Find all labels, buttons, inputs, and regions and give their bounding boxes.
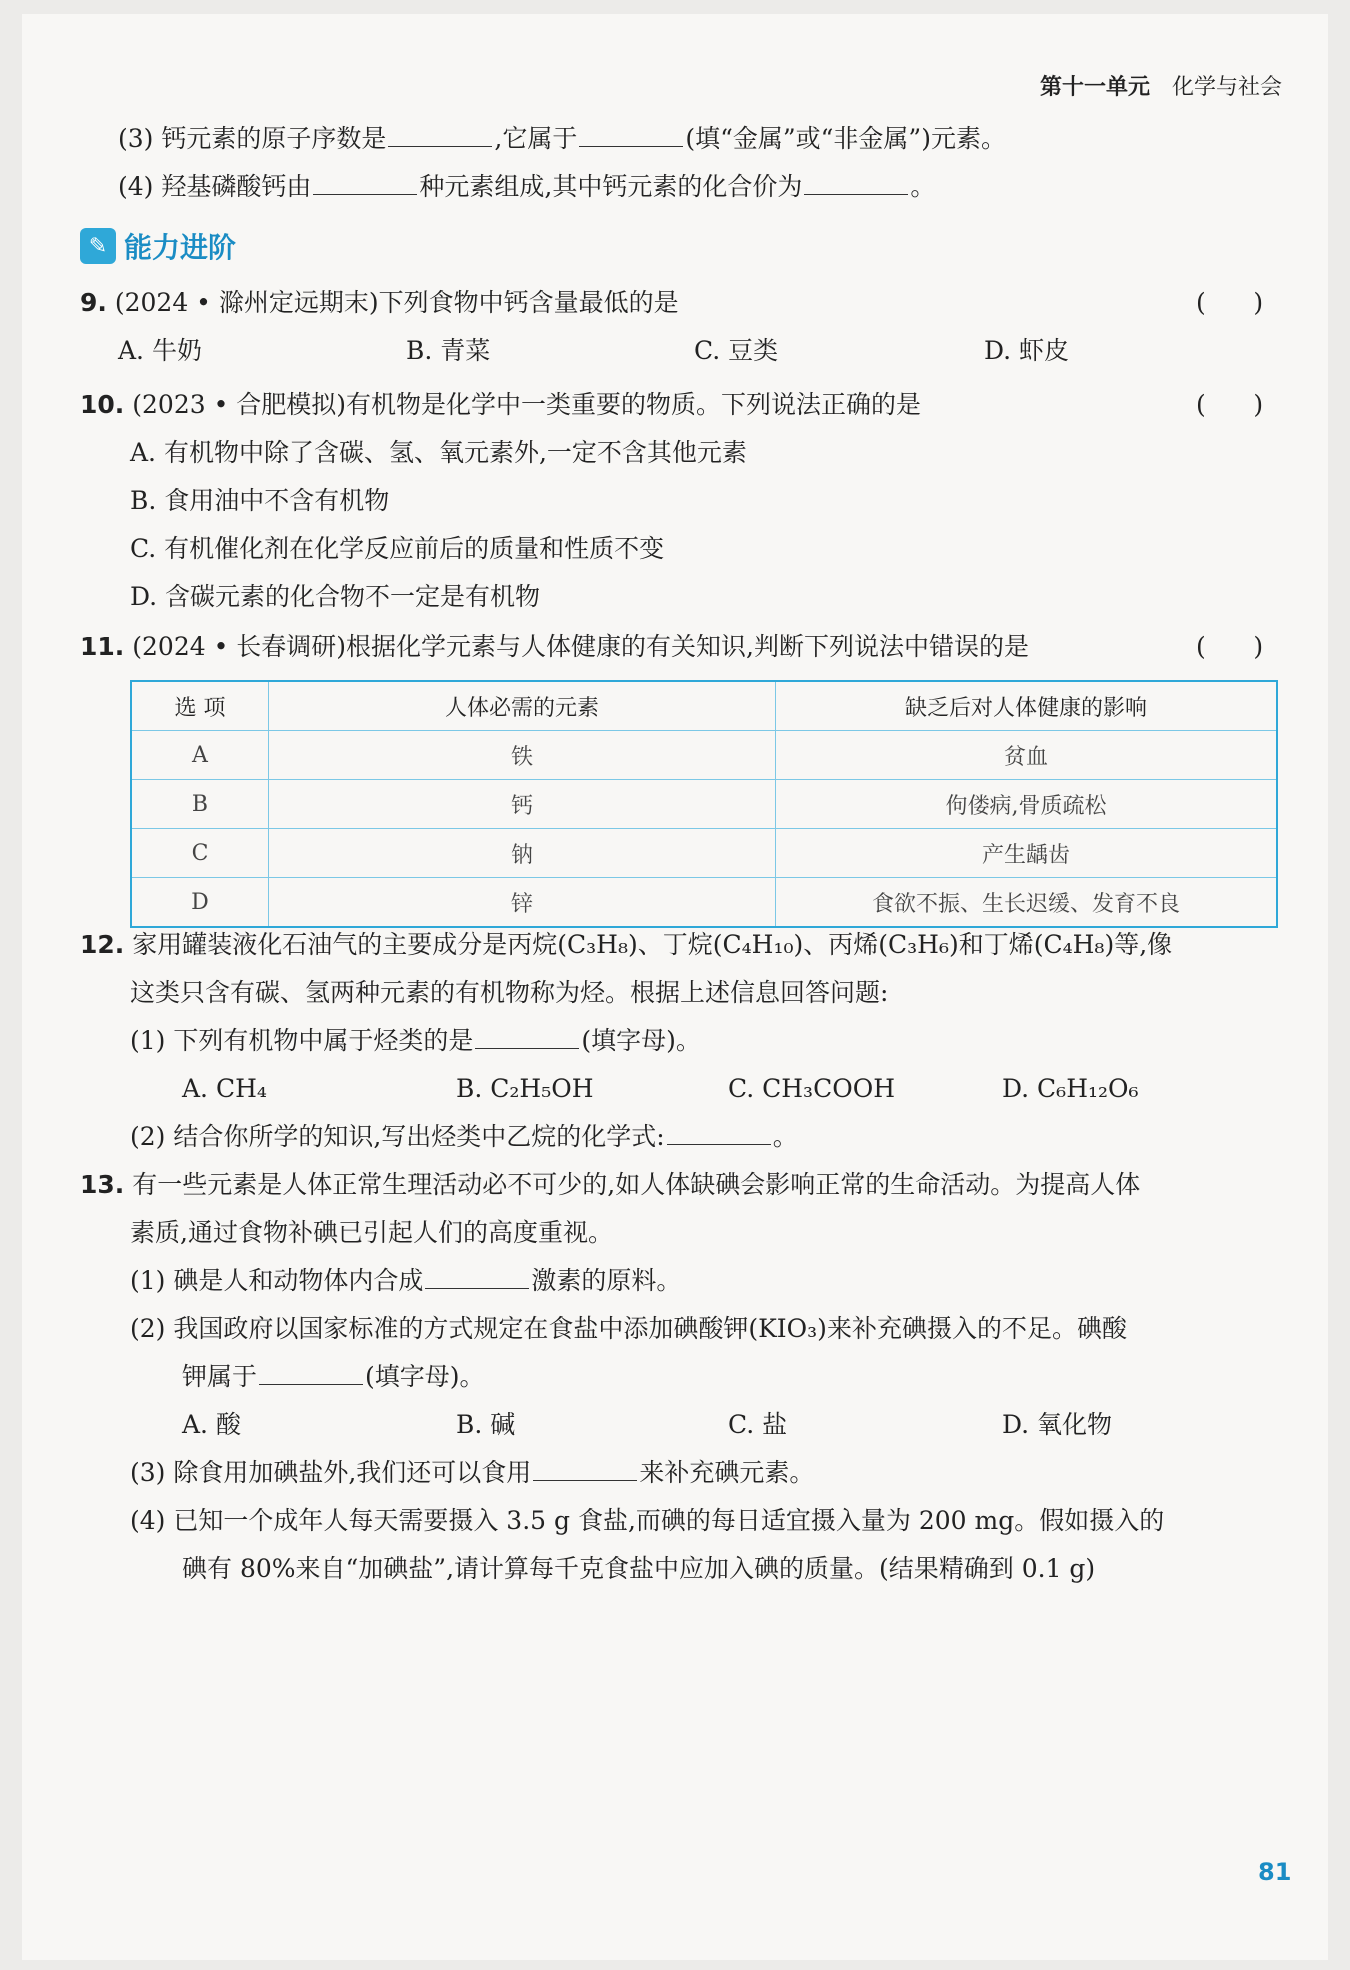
q11-table <box>130 680 1278 928</box>
table-row <box>131 780 1277 829</box>
table-header-row <box>131 681 1277 731</box>
q12-number: 12. <box>80 930 125 959</box>
q13-stem-line-1 <box>80 1168 1140 1202</box>
prev-q3-text-c: (填“金属”或“非金属”)元素。 <box>685 124 1006 153</box>
table-cell: A <box>131 731 269 780</box>
prev-q4-text-b: 种元素组成,其中钙元素的化合价为 <box>419 172 803 201</box>
q12-stem-line-2: 这类只含有碳、氢两种元素的有机物称为烃。根据上述信息回答问题: <box>130 978 889 1007</box>
q13-sub2-text-c: (填字母)。 <box>365 1362 485 1391</box>
q13-sub1-text-b: 激素的原料。 <box>531 1266 682 1295</box>
prev-q4-text-a: (4) 羟基磷酸钙由 <box>118 172 312 201</box>
section-title: 能力进阶 <box>124 231 237 264</box>
table-cell: B <box>131 780 269 829</box>
table-cell: C <box>131 829 269 878</box>
q12-sub1-text-a: (1) 下列有机物中属于烃类的是 <box>130 1026 474 1055</box>
q12-option-c: C. CH₃COOH <box>728 1074 896 1103</box>
q9-option-a: A. 牛奶 <box>118 336 202 365</box>
q9-option-c: C. 豆类 <box>694 336 779 365</box>
q9-answer-paren: ( ) <box>1196 288 1264 317</box>
q11-text: (2024 • 长春调研)根据化学元素与人体健康的有关知识,判断下列说法中错误的是 <box>132 632 1029 661</box>
page-number: 81 <box>1258 1858 1292 1886</box>
q13-sub-2: (2) 我国政府以国家标准的方式规定在食盐中添加碘酸钾(KIO₃)来补充碘摄入的不足。碘酸 <box>130 1314 1127 1343</box>
section-heading <box>80 226 236 266</box>
q13-option-b: B. 碱 <box>456 1410 516 1439</box>
q12-option-a: A. CH₄ <box>182 1074 267 1103</box>
prev-sub-4 <box>118 170 935 204</box>
table-header-element: 人体必需的元素 <box>269 681 776 731</box>
table-cell: 钙 <box>269 780 776 829</box>
q13-option-c: C. 盐 <box>728 1410 788 1439</box>
q13-text-1: 有一些元素是人体正常生理活动必不可少的,如人体缺碘会影响正常的生命活动。为提高人体 <box>132 1170 1141 1199</box>
q12-option-d: D. C₆H₁₂O₆ <box>1002 1074 1139 1103</box>
q13-option-a: A. 酸 <box>182 1410 241 1439</box>
q10-text: (2023 • 合肥模拟)有机物是化学中一类重要的物质。下列说法正确的是 <box>132 390 922 419</box>
answer-blank <box>804 170 908 195</box>
q13-sub-4: (4) 已知一个成年人每天需要摄入 3.5 g 食盐,而碘的每日适宜摄入量为 200 mg。假如摄入的 <box>130 1506 1165 1535</box>
table-cell: 食欲不振、生长迟缓、发育不良 <box>776 878 1278 928</box>
q10-answer-paren: ( ) <box>1196 390 1264 419</box>
table-cell: 佝偻病,骨质疏松 <box>776 780 1278 829</box>
q10-stem <box>80 388 921 422</box>
q10-option-c: C. 有机催化剂在化学反应前后的质量和性质不变 <box>130 534 665 563</box>
q11-number: 11. <box>80 632 125 661</box>
q13-stem-line-2: 素质,通过食物补碘已引起人们的高度重视。 <box>130 1218 613 1247</box>
answer-blank <box>667 1120 771 1145</box>
q9-stem <box>80 286 679 320</box>
table-row <box>131 878 1277 928</box>
q10-option-b: B. 食用油中不含有机物 <box>130 486 390 515</box>
q12-sub-1 <box>130 1024 701 1058</box>
q9-option-b: B. 青菜 <box>406 336 491 365</box>
q9-option-d: D. 虾皮 <box>984 336 1070 365</box>
q13-sub3-text-b: 来补充碘元素。 <box>639 1458 815 1487</box>
prev-q4-text-c: 。 <box>910 172 936 201</box>
q13-number: 13. <box>80 1170 125 1199</box>
q12-option-b: B. C₂H₅OH <box>456 1074 594 1103</box>
q13-option-d: D. 氧化物 <box>1002 1410 1113 1439</box>
q9-text: (2024 • 滁州定远期末)下列食物中钙含量最低的是 <box>114 288 679 317</box>
answer-blank <box>425 1264 529 1289</box>
pencil-icon: ✎ <box>80 228 116 264</box>
table-cell: 钠 <box>269 829 776 878</box>
table-cell: D <box>131 878 269 928</box>
table-cell: 贫血 <box>776 731 1278 780</box>
q13-sub1-text-a: (1) 碘是人和动物体内合成 <box>130 1266 424 1295</box>
q10-number: 10. <box>80 390 125 419</box>
table-header-effect: 缺乏后对人体健康的影响 <box>776 681 1278 731</box>
answer-blank <box>579 122 683 147</box>
q12-sub2-text-a: (2) 结合你所学的知识,写出烃类中乙烷的化学式: <box>130 1122 665 1151</box>
answer-blank <box>475 1024 579 1049</box>
q12-stem-line-1 <box>80 928 1172 962</box>
answer-blank <box>313 170 417 195</box>
q13-sub-2-cont <box>182 1360 485 1394</box>
q13-sub-4-cont: 碘有 80%来自“加碘盐”,请计算每千克食盐中应加入碘的质量。(结果精确到 0.1 g) <box>182 1554 1096 1583</box>
answer-blank <box>388 122 492 147</box>
answer-blank <box>259 1360 363 1385</box>
q12-sub-2 <box>130 1120 798 1154</box>
table-header-option: 选 项 <box>131 681 269 731</box>
q12-text-1: 家用罐装液化石油气的主要成分是丙烷(C₃H₈)、丁烷(C₄H₁₀)、丙烯(C₃H₆)和丁烯(C₄H₈)等,像 <box>132 930 1173 959</box>
prev-q3-text-b: ,它属于 <box>494 124 578 153</box>
prev-q3-text-a: (3) 钙元素的原子序数是 <box>118 124 387 153</box>
q11-answer-paren: ( ) <box>1196 632 1264 661</box>
table-cell: 锌 <box>269 878 776 928</box>
q10-option-a: A. 有机物中除了含碳、氢、氧元素外,一定不含其他元素 <box>130 438 747 467</box>
q9-number: 9. <box>80 288 107 317</box>
q13-sub2-text-b: 钾属于 <box>182 1362 258 1391</box>
table-row <box>131 829 1277 878</box>
table-cell: 铁 <box>269 731 776 780</box>
q13-sub3-text-a: (3) 除食用加碘盐外,我们还可以食用 <box>130 1458 532 1487</box>
q11-stem <box>80 630 1029 664</box>
running-header <box>22 70 1282 101</box>
chapter-label: 化学与社会 <box>1171 75 1282 100</box>
q13-sub-3 <box>130 1456 814 1490</box>
table-row <box>131 731 1277 780</box>
q10-option-d: D. 含碳元素的化合物不一定是有机物 <box>130 582 541 611</box>
unit-label: 第十一单元 <box>1039 75 1150 100</box>
table-cell: 产生龋齿 <box>776 829 1278 878</box>
q12-sub1-text-b: (填字母)。 <box>581 1026 701 1055</box>
prev-sub-3 <box>118 122 1006 156</box>
q13-sub-1 <box>130 1264 681 1298</box>
answer-blank <box>533 1456 637 1481</box>
q12-sub2-text-b: 。 <box>772 1122 798 1151</box>
